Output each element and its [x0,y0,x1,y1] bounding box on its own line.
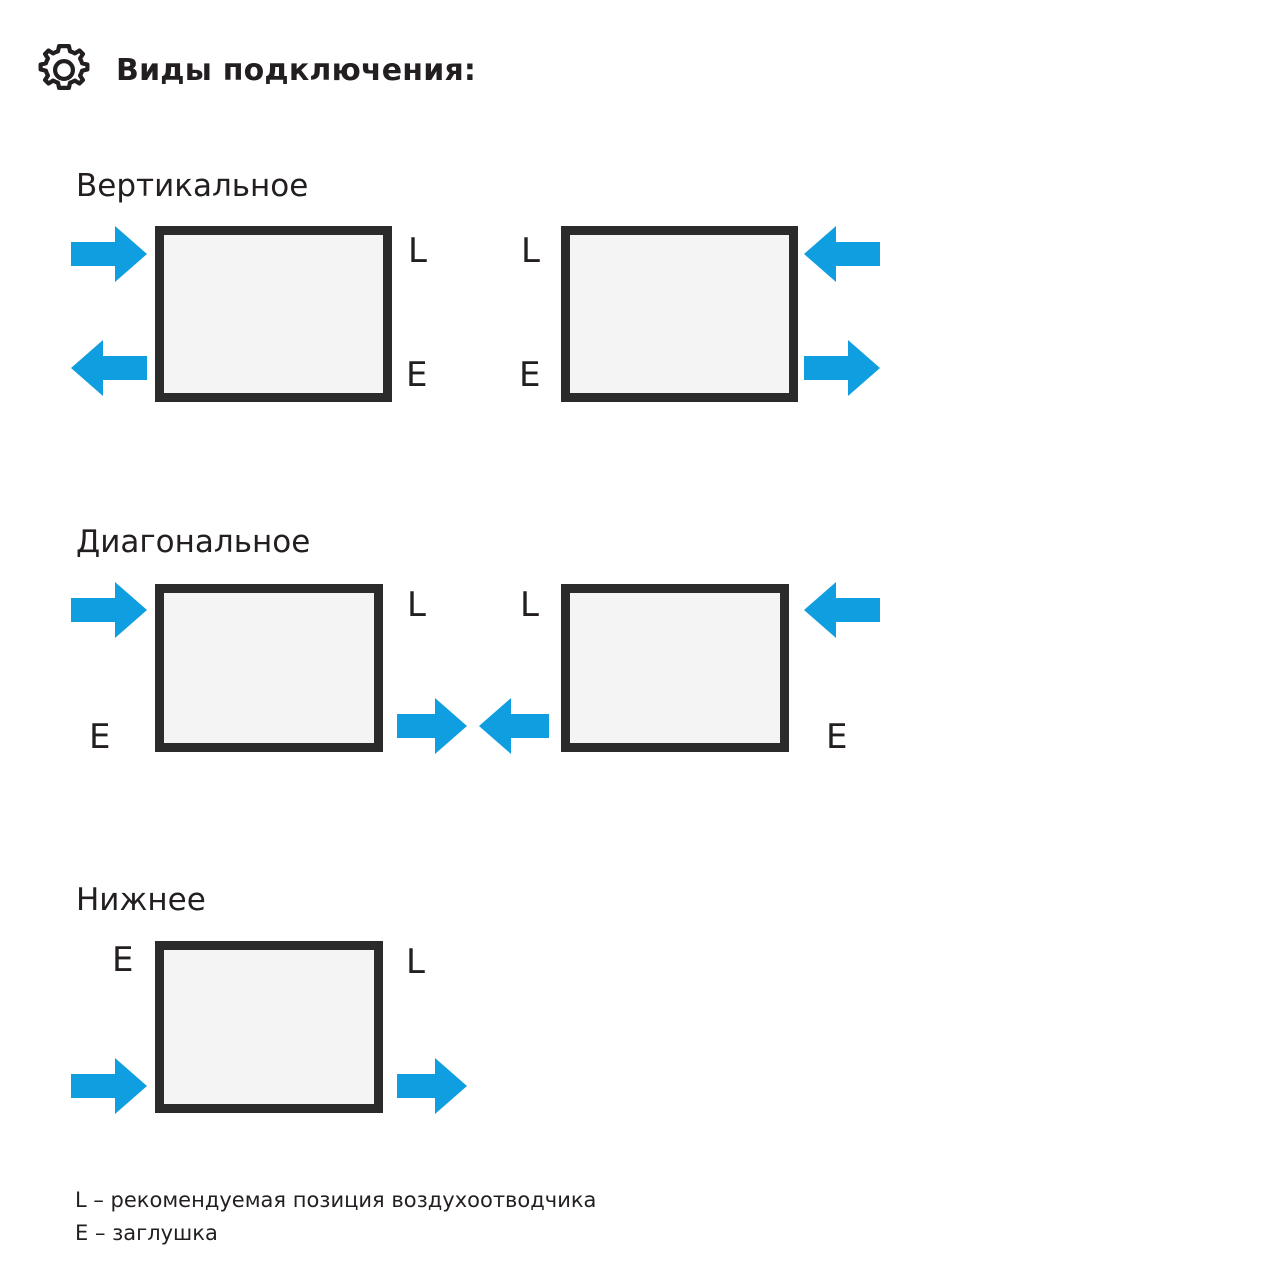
label-vertical-left-bottom: E [406,355,428,395]
label-vertical-left-top: L [408,231,427,271]
arrow-out-diagonal-right-bottom [479,698,549,754]
arrow-in-diagonal-right-top [804,582,880,638]
legend [75,1184,596,1249]
radiator-diagonal-right [561,584,789,752]
section-title-diagonal: Диагональное [76,524,311,560]
arrow-in-bottom-left [71,1058,147,1114]
label-bottom-single-bottom: L [406,942,425,982]
radiator-bottom-single [155,941,383,1113]
section-title-vertical: Вертикальное [76,168,309,204]
legend-line-e: E – заглушка [75,1220,218,1245]
label-diagonal-right-bottom: E [826,717,848,757]
radiator-diagonal-left [155,584,383,752]
label-diagonal-left-bottom: E [89,717,111,757]
arrow-out-bottom-right [397,1058,467,1114]
page-title: Виды подключения: [116,52,477,88]
label-bottom-single-top: E [112,940,134,980]
label-diagonal-left-top: L [407,585,426,625]
legend-line-l: L – рекомендуемая позиция воздухоотводчика [75,1188,597,1212]
section-title-bottom: Нижнее [76,882,206,918]
label-vertical-right-top: L [521,231,540,271]
arrow-in-diagonal-left-top [71,582,147,638]
label-vertical-right-bottom: E [519,355,541,395]
label-diagonal-right-top: L [520,585,539,625]
arrow-out-diagonal-left-bottom [397,698,467,754]
